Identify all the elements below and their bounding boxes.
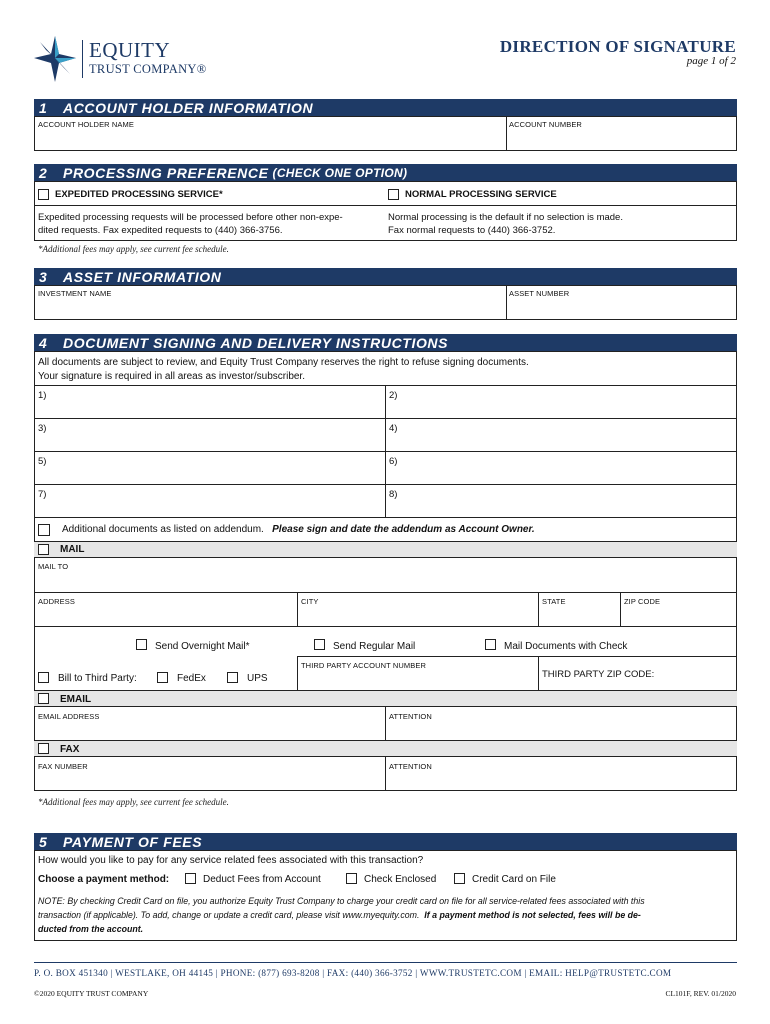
normal-description-line1: Normal processing is the default if no selection is made.: [388, 212, 623, 223]
section-2-header: [34, 164, 737, 181]
bill-third-party-label: Bill to Third Party:: [58, 673, 137, 684]
credit-card-checkbox[interactable]: [454, 873, 465, 884]
fax-title: FAX: [60, 744, 80, 755]
fee-note-2: *Additional fees may apply, see current fee schedule.: [38, 797, 229, 807]
fax-attention-field[interactable]: ATTENTION: [389, 762, 432, 771]
document-4-field[interactable]: 4): [389, 423, 398, 434]
payment-note-line1: NOTE: By checking Credit Card on file, you authorize Equity Trust Company to charge your credit card on file for all service-related fees associated with this: [38, 896, 645, 906]
email-attention-field[interactable]: ATTENTION: [389, 712, 432, 721]
section-number: 3: [39, 268, 48, 285]
document-2-field[interactable]: 2): [389, 390, 398, 401]
regular-mail-label: Send Regular Mail: [333, 641, 416, 652]
fee-note: *Additional fees may apply, see current fee schedule.: [38, 244, 229, 254]
third-party-zip-field[interactable]: THIRD PARTY ZIP CODE:: [542, 669, 655, 680]
ups-label: UPS: [247, 673, 268, 684]
section-4-header: [34, 334, 737, 351]
footer-copyright: ©2020 EQUITY TRUST COMPANY: [34, 989, 149, 998]
mail-with-check-label: Mail Documents with Check: [504, 641, 628, 652]
asset-number-field[interactable]: ASSET NUMBER: [509, 289, 570, 298]
section-3-header: [34, 268, 737, 285]
intro-line1: All documents are subject to review, and Equity Trust Company reserves the right to refuse signing documents.: [38, 357, 529, 368]
choose-payment-label: Choose a payment method:: [38, 874, 170, 885]
mail-to-field[interactable]: MAIL TO: [38, 562, 69, 571]
logo-subtitle: TRUST COMPANY®: [89, 62, 207, 76]
section-title: ASSET INFORMATION: [63, 268, 222, 285]
mail-checkbox[interactable]: [38, 544, 49, 555]
payment-question: How would you like to pay for any service related fees associated with this transaction?: [38, 855, 424, 866]
footer-contact: P. O. BOX 451340 | WESTLAKE, OH 44145 | PHONE: (877) 693-8208 | FAX: (440) 366-3752 | WWW.TRUSTETC.COM | EMAIL: HELP@TRUSTETC.COM: [34, 968, 672, 978]
section-1-header: [34, 99, 737, 116]
expedited-description-line1: Expedited processing requests will be processed before other non-expe-: [38, 212, 343, 223]
section-number: 1: [39, 99, 48, 116]
address-field[interactable]: ADDRESS: [38, 597, 75, 606]
document-8-field[interactable]: 8): [389, 489, 398, 500]
fedex-checkbox[interactable]: [157, 672, 168, 683]
document-title: DIRECTION OF SIGNATURE: [499, 37, 736, 56]
star-logo-icon: [32, 34, 78, 84]
normal-checkbox[interactable]: [388, 189, 399, 200]
account-number-field[interactable]: ACCOUNT NUMBER: [509, 120, 582, 129]
logo-wordmark: EQUITY: [89, 38, 171, 62]
expedited-description-line2: dited requests. Fax expedited requests to (440) 366-3756.: [38, 225, 283, 236]
section-number: 4: [39, 334, 48, 351]
email-address-field[interactable]: EMAIL ADDRESS: [38, 712, 100, 721]
city-field[interactable]: CITY: [301, 597, 319, 606]
document-6-field[interactable]: 6): [389, 456, 398, 467]
mail-section-row: [34, 541, 737, 558]
bill-third-party-checkbox[interactable]: [38, 672, 49, 683]
normal-description-line2: Fax normal requests to (440) 366-3752.: [388, 225, 556, 236]
document-5-field[interactable]: 5): [38, 456, 47, 467]
overnight-mail-checkbox[interactable]: [136, 639, 147, 650]
section-title: PROCESSING PREFERENCE: [63, 164, 269, 181]
overnight-mail-label: Send Overnight Mail*: [155, 641, 250, 652]
mail-title: MAIL: [60, 544, 85, 555]
zip-field[interactable]: ZIP CODE: [624, 597, 661, 606]
third-party-account-field[interactable]: THIRD PARTY ACCOUNT NUMBER: [301, 661, 426, 670]
investment-name-field[interactable]: INVESTMENT NAME: [38, 289, 112, 298]
regular-mail-checkbox[interactable]: [314, 639, 325, 650]
document-3-field[interactable]: 3): [38, 423, 47, 434]
section-5-header: [34, 833, 737, 850]
fax-number-field[interactable]: FAX NUMBER: [38, 762, 88, 771]
email-section-row: [34, 690, 737, 707]
section-number: 2: [39, 164, 48, 181]
intro-line2: Your signature is required in all areas as investor/subscriber.: [38, 371, 305, 382]
payment-note-line2: transaction (if applicable). To add, change or update a credit card, please visit www.myequity.com. If a payment method is not selected, fees will be de-: [38, 910, 641, 920]
state-field[interactable]: STATE: [542, 597, 566, 606]
section-title: ACCOUNT HOLDER INFORMATION: [63, 99, 314, 116]
fax-section-row: [34, 740, 737, 757]
ups-checkbox[interactable]: [227, 672, 238, 683]
document-7-field[interactable]: 7): [38, 489, 47, 500]
check-enclosed-checkbox[interactable]: [346, 873, 357, 884]
section-subtitle: (CHECK ONE OPTION): [272, 165, 408, 180]
document-1-field[interactable]: 1): [38, 390, 47, 401]
expedited-label: EXPEDITED PROCESSING SERVICE*: [55, 189, 223, 200]
mail-with-check-checkbox[interactable]: [485, 639, 496, 650]
fedex-label: FedEx: [177, 673, 206, 684]
credit-card-label: Credit Card on File: [472, 874, 556, 885]
section-title: PAYMENT OF FEES: [63, 833, 203, 850]
check-enclosed-label: Check Enclosed: [364, 874, 437, 885]
deduct-fees-label: Deduct Fees from Account: [203, 874, 321, 885]
page-number: page 1 of 2: [686, 55, 736, 67]
email-title: EMAIL: [60, 694, 92, 705]
section-number: 5: [39, 833, 48, 850]
expedited-checkbox[interactable]: [38, 189, 49, 200]
fax-checkbox[interactable]: [38, 743, 49, 754]
footer-form-id: CL101F, REV. 01/2020: [665, 989, 736, 998]
payment-note-line3: ducted from the account.: [38, 924, 144, 934]
addendum-checkbox[interactable]: [38, 524, 50, 536]
email-checkbox[interactable]: [38, 693, 49, 704]
account-holder-name-field[interactable]: ACCOUNT HOLDER NAME: [38, 120, 134, 129]
company-logo: [32, 34, 232, 84]
addendum-text: Additional documents as listed on addendum. Please sign and date the addendum as Account Owner.: [62, 524, 535, 535]
section-title: DOCUMENT SIGNING AND DELIVERY INSTRUCTIONS: [63, 334, 449, 351]
normal-label: NORMAL PROCESSING SERVICE: [405, 189, 557, 200]
deduct-fees-checkbox[interactable]: [185, 873, 196, 884]
